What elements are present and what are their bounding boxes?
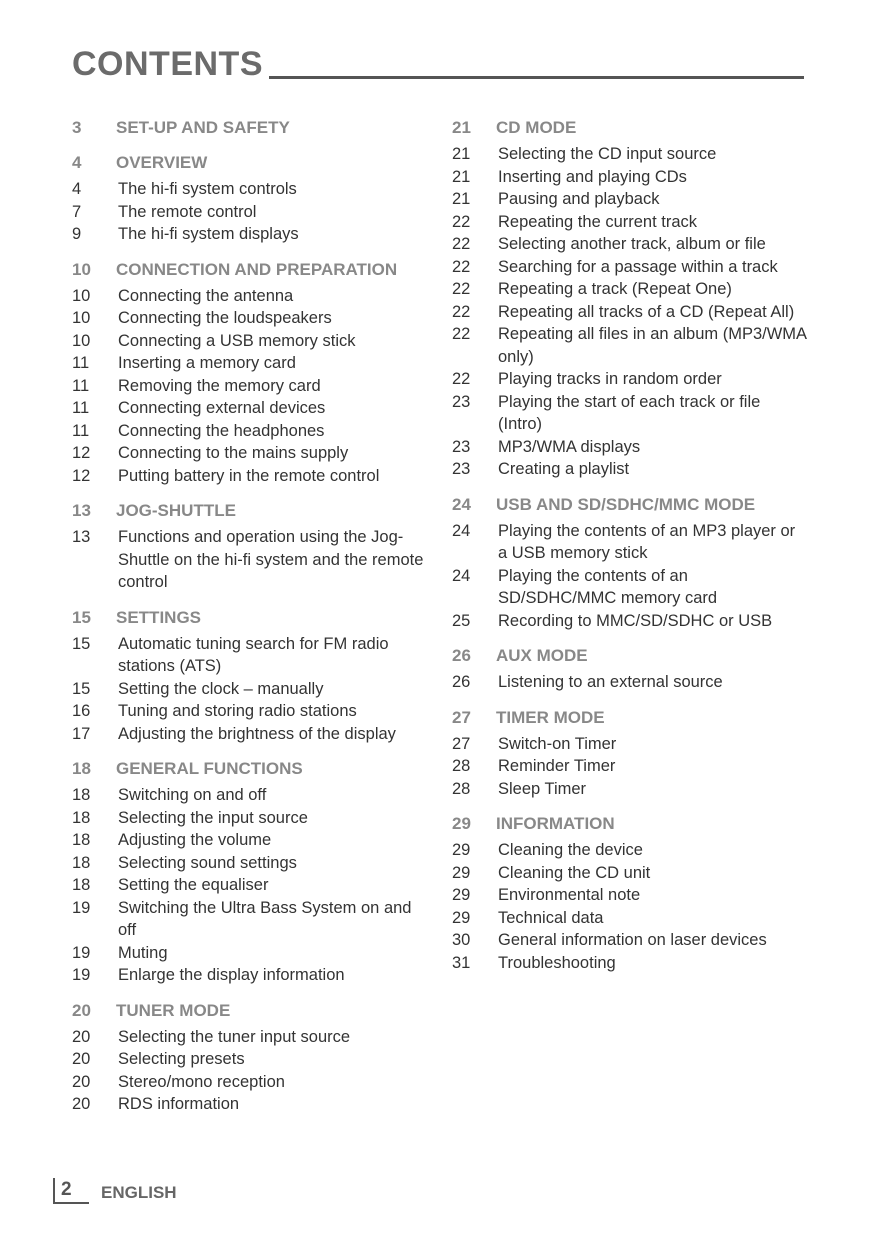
entry-page-number: 29: [452, 863, 471, 882]
toc-entry[interactable]: [452, 211, 807, 234]
section-title: INFORMATION: [496, 814, 615, 833]
entry-page-number: 10: [72, 309, 91, 327]
section-page-number: 21: [452, 118, 471, 137]
entry-text: Setting the equaliser: [118, 876, 269, 894]
entry-page-number: 24: [452, 566, 471, 585]
toc-section: [72, 607, 427, 746]
entry-text: Removing the memory card: [118, 376, 321, 395]
entry-text: Cleaning the device: [498, 841, 643, 859]
entry-page-number: 12: [72, 466, 91, 485]
section-page-number: 15: [72, 607, 91, 627]
toc-section: [452, 494, 807, 633]
entry-text: Environmental note: [498, 886, 641, 904]
entry-page-number: 17: [72, 724, 91, 743]
toc-entry[interactable]: [452, 907, 807, 930]
entry-page-number: 23: [452, 460, 471, 478]
entry-text: Sleep Timer: [498, 779, 587, 798]
toc-entry[interactable]: [452, 733, 807, 756]
entry-page-number: 22: [452, 212, 471, 231]
entry-text: Repeating the current track: [498, 212, 698, 231]
section-title: TIMER MODE: [496, 707, 605, 727]
toc-entry[interactable]: [72, 897, 427, 942]
entry-page-number: 28: [452, 757, 471, 775]
entry-text: Playing the contents of an MP3 player or a USB memory stick: [498, 521, 796, 562]
entry-text: Setting the clock – manually: [118, 679, 324, 698]
toc-entry[interactable]: [452, 188, 807, 211]
toc-entry[interactable]: [72, 723, 427, 746]
toc-entry[interactable]: [72, 964, 427, 987]
toc-section: [72, 152, 427, 246]
entry-page-number: 29: [452, 841, 471, 859]
entry-page-number: 11: [72, 399, 90, 417]
toc-entry[interactable]: [452, 520, 807, 565]
entry-page-number: 30: [452, 931, 471, 949]
entry-text: Connecting to the mains supply: [118, 444, 349, 462]
entry-page-number: 10: [72, 331, 91, 350]
toc-entry[interactable]: [452, 778, 807, 801]
toc-entry[interactable]: [72, 1093, 427, 1116]
toc-entry[interactable]: [452, 278, 807, 301]
entry-text: Selecting sound settings: [118, 853, 297, 872]
entry-page-number: 22: [452, 370, 471, 388]
section-title: GENERAL FUNCTIONS: [116, 759, 303, 778]
entry-page-number: 27: [452, 734, 471, 753]
entry-text: Functions and operation using the Jog-Shuttle on the hi-fi system and the remote control: [118, 528, 424, 591]
section-heading[interactable]: [72, 152, 427, 174]
entry-page-number: 23: [452, 392, 471, 411]
section-heading[interactable]: [452, 707, 807, 729]
toc-entry[interactable]: [452, 671, 807, 694]
toc-entry[interactable]: [452, 323, 807, 368]
entry-text: Playing the start of each track or file (Intro): [498, 392, 761, 433]
toc-entry[interactable]: [72, 678, 427, 701]
toc-entry[interactable]: [72, 1026, 427, 1049]
entry-text: Selecting presets: [118, 1050, 245, 1068]
entry-page-number: 9: [72, 225, 82, 243]
entry-text: Selecting the CD input source: [498, 145, 717, 163]
toc-entry[interactable]: [452, 755, 807, 778]
toc-section: [72, 117, 427, 139]
entry-text: Stereo/mono reception: [118, 1072, 285, 1091]
toc-entry[interactable]: [452, 952, 807, 975]
entry-text: Selecting the input source: [118, 808, 308, 827]
toc-entry[interactable]: [72, 178, 427, 201]
section-title: OVERVIEW: [116, 153, 208, 172]
section-page-number: 29: [452, 814, 471, 833]
entry-text: The remote control: [118, 202, 257, 221]
toc-entry[interactable]: [452, 610, 807, 633]
section-title: USB AND SD/SDHC/MMC MODE: [496, 494, 756, 514]
section-title: AUX MODE: [496, 646, 588, 665]
toc-entry[interactable]: [72, 442, 427, 465]
entry-page-number: 13: [72, 528, 91, 546]
page-number: 2: [53, 1178, 89, 1204]
entry-page-number: 15: [72, 679, 91, 698]
toc-section: [452, 813, 807, 974]
entry-text: Muting: [118, 943, 168, 962]
toc-section: [72, 758, 427, 987]
toc-section: [452, 645, 807, 694]
entry-page-number: 22: [452, 257, 471, 276]
entry-page-number: 28: [452, 779, 471, 798]
entry-text: Repeating all files in an album (MP3/WMA only): [498, 325, 807, 366]
entry-page-number: 21: [452, 145, 471, 163]
toc-left-column: [72, 117, 427, 1129]
toc-entry[interactable]: [72, 874, 427, 897]
entry-text: Inserting a memory card: [118, 354, 296, 372]
toc-entry[interactable]: [72, 201, 427, 224]
entry-page-number: 21: [452, 167, 471, 186]
toc-section: [452, 117, 807, 481]
section-page-number: 3: [72, 118, 82, 137]
entry-text: Technical data: [498, 908, 604, 927]
section-heading[interactable]: [452, 645, 807, 667]
toc-entry[interactable]: [72, 829, 427, 852]
entry-text: Adjusting the volume: [118, 831, 272, 849]
entry-page-number: 19: [72, 898, 91, 917]
entry-text: Connecting external devices: [118, 399, 326, 417]
entry-page-number: 18: [72, 786, 91, 804]
entry-text: Selecting another track, album or file: [498, 235, 766, 253]
toc-entry[interactable]: [72, 465, 427, 488]
section-heading[interactable]: [72, 607, 427, 629]
entry-text: Playing tracks in random order: [498, 370, 722, 388]
toc-entry[interactable]: [452, 839, 807, 862]
entry-text: MP3/WMA displays: [498, 437, 641, 456]
entry-page-number: 15: [72, 634, 91, 653]
toc-entry[interactable]: [72, 307, 427, 330]
toc-entry[interactable]: [72, 285, 427, 308]
section-page-number: 18: [72, 759, 91, 778]
entry-page-number: 23: [452, 437, 471, 456]
entry-page-number: 18: [72, 876, 91, 894]
toc-entry[interactable]: [72, 784, 427, 807]
entry-page-number: 21: [452, 190, 471, 208]
section-heading[interactable]: [452, 117, 807, 139]
entry-text: Inserting and playing CDs: [498, 167, 687, 186]
toc-section: [452, 707, 807, 801]
entry-text: Connecting the antenna: [118, 286, 294, 305]
section-heading[interactable]: [72, 758, 427, 780]
entry-page-number: 18: [72, 853, 91, 872]
section-title: SETTINGS: [116, 607, 202, 627]
entry-text: Tuning and storing radio stations: [118, 702, 357, 720]
entry-page-number: 29: [452, 908, 471, 927]
section-heading[interactable]: [72, 1000, 427, 1022]
entry-page-number: 11: [72, 376, 90, 395]
entry-text: Repeating a track (Repeat One): [498, 280, 732, 298]
entry-text: Connecting a USB memory stick: [118, 331, 356, 350]
entry-text: Listening to an external source: [498, 673, 723, 691]
section-page-number: 20: [72, 1000, 91, 1020]
entry-page-number: 24: [452, 521, 471, 540]
entry-text: Searching for a passage within a track: [498, 257, 778, 276]
toc-entry[interactable]: [452, 565, 807, 610]
entry-page-number: 18: [72, 831, 91, 849]
toc-entry[interactable]: [72, 526, 427, 594]
toc-entry[interactable]: [72, 420, 427, 443]
toc-entry[interactable]: [452, 884, 807, 907]
toc-section: [72, 500, 427, 594]
section-page-number: 26: [452, 646, 471, 665]
entry-page-number: 31: [452, 953, 471, 972]
entry-page-number: 19: [72, 966, 91, 984]
section-title: SET-UP AND SAFETY: [116, 118, 290, 137]
language-label: ENGLISH: [101, 1183, 177, 1202]
entry-page-number: 22: [452, 302, 471, 321]
page-header: [72, 44, 804, 84]
section-heading[interactable]: [72, 500, 427, 522]
toc-section: [72, 259, 427, 488]
toc-entry[interactable]: [452, 301, 807, 324]
section-page-number: 4: [72, 153, 82, 172]
entry-page-number: 26: [452, 673, 471, 691]
entry-page-number: 19: [72, 943, 91, 962]
entry-page-number: 11: [72, 421, 90, 440]
entry-text: RDS information: [118, 1095, 240, 1113]
toc-entry[interactable]: [452, 368, 807, 391]
entry-text: Switch-on Timer: [498, 734, 617, 753]
entry-text: Troubleshooting: [498, 953, 616, 972]
entry-page-number: 11: [72, 354, 90, 372]
entry-page-number: 29: [452, 886, 471, 904]
toc-entry[interactable]: [72, 375, 427, 398]
page-footer: [53, 1178, 177, 1204]
entry-text: Putting battery in the remote control: [118, 466, 380, 485]
entry-text: Repeating all tracks of a CD (Repeat All): [498, 302, 795, 321]
entry-text: Connecting the headphones: [118, 421, 325, 440]
entry-page-number: 20: [72, 1050, 91, 1068]
toc-section: [72, 1000, 427, 1116]
entry-text: Reminder Timer: [498, 757, 616, 775]
header-rule: [269, 76, 804, 79]
entry-text: Automatic tuning search for FM radio stations (ATS): [118, 634, 389, 675]
toc-entry[interactable]: [72, 352, 427, 375]
entry-page-number: 10: [72, 286, 91, 305]
entry-page-number: 12: [72, 444, 91, 462]
section-title: TUNER MODE: [116, 1000, 231, 1020]
toc-entry[interactable]: [452, 166, 807, 189]
entry-page-number: 7: [72, 202, 82, 221]
page-title: CONTENTS: [72, 45, 263, 83]
entry-page-number: 4: [72, 180, 82, 198]
toc-entry[interactable]: [452, 862, 807, 885]
entry-text: Switching the Ultra Bass System on and off: [118, 898, 412, 939]
section-heading[interactable]: [72, 117, 427, 139]
toc-entry[interactable]: [452, 233, 807, 256]
toc-entry[interactable]: [72, 942, 427, 965]
entry-page-number: 16: [72, 702, 91, 720]
entry-text: Adjusting the brightness of the display: [118, 724, 396, 743]
toc-entry[interactable]: [452, 929, 807, 952]
toc-entry[interactable]: [72, 223, 427, 246]
toc-entry[interactable]: [72, 807, 427, 830]
section-page-number: 27: [452, 707, 471, 727]
entry-page-number: 20: [72, 1027, 91, 1046]
toc-entry[interactable]: [452, 436, 807, 459]
section-page-number: 24: [452, 494, 471, 514]
entry-page-number: 20: [72, 1072, 91, 1091]
toc-entry[interactable]: [452, 143, 807, 166]
section-heading[interactable]: [72, 259, 427, 281]
entry-text: Playing the contents of an SD/SDHC/MMC memory card: [498, 566, 718, 607]
entry-page-number: 20: [72, 1095, 91, 1113]
toc-entry[interactable]: [452, 256, 807, 279]
section-title: CONNECTION AND PREPARATION: [116, 259, 398, 279]
entry-page-number: 22: [452, 235, 471, 253]
section-heading[interactable]: [452, 813, 807, 835]
entry-text: Enlarge the display information: [118, 966, 345, 984]
toc-entry[interactable]: [72, 633, 427, 678]
toc-entry[interactable]: [452, 391, 807, 436]
entry-text: Connecting the loudspeakers: [118, 309, 332, 327]
section-title: CD MODE: [496, 118, 577, 137]
section-title: JOG-SHUTTLE: [116, 501, 236, 520]
section-page-number: 13: [72, 501, 91, 520]
entry-text: Switching on and off: [118, 786, 267, 804]
entry-page-number: 22: [452, 280, 471, 298]
entry-text: Recording to MMC/SD/SDHC or USB: [498, 611, 773, 630]
entry-page-number: 18: [72, 808, 91, 827]
entry-text: Selecting the tuner input source: [118, 1027, 351, 1046]
toc-right-column: [452, 117, 807, 987]
toc-entry[interactable]: [72, 1071, 427, 1094]
toc-entry[interactable]: [72, 700, 427, 723]
toc-entry[interactable]: [72, 330, 427, 353]
toc-entry[interactable]: [72, 852, 427, 875]
entry-text: Pausing and playback: [498, 190, 660, 208]
entry-text: Creating a playlist: [498, 460, 630, 478]
section-page-number: 10: [72, 259, 91, 279]
toc-entry[interactable]: [452, 458, 807, 481]
entry-page-number: 22: [452, 325, 471, 343]
entry-text: Cleaning the CD unit: [498, 863, 651, 882]
toc-entry[interactable]: [72, 397, 427, 420]
entry-page-number: 25: [452, 611, 471, 630]
toc-entry[interactable]: [72, 1048, 427, 1071]
entry-text: The hi-fi system controls: [118, 180, 297, 198]
section-heading[interactable]: [452, 494, 807, 516]
entry-text: General information on laser devices: [498, 931, 767, 949]
entry-text: The hi-fi system displays: [118, 225, 299, 243]
